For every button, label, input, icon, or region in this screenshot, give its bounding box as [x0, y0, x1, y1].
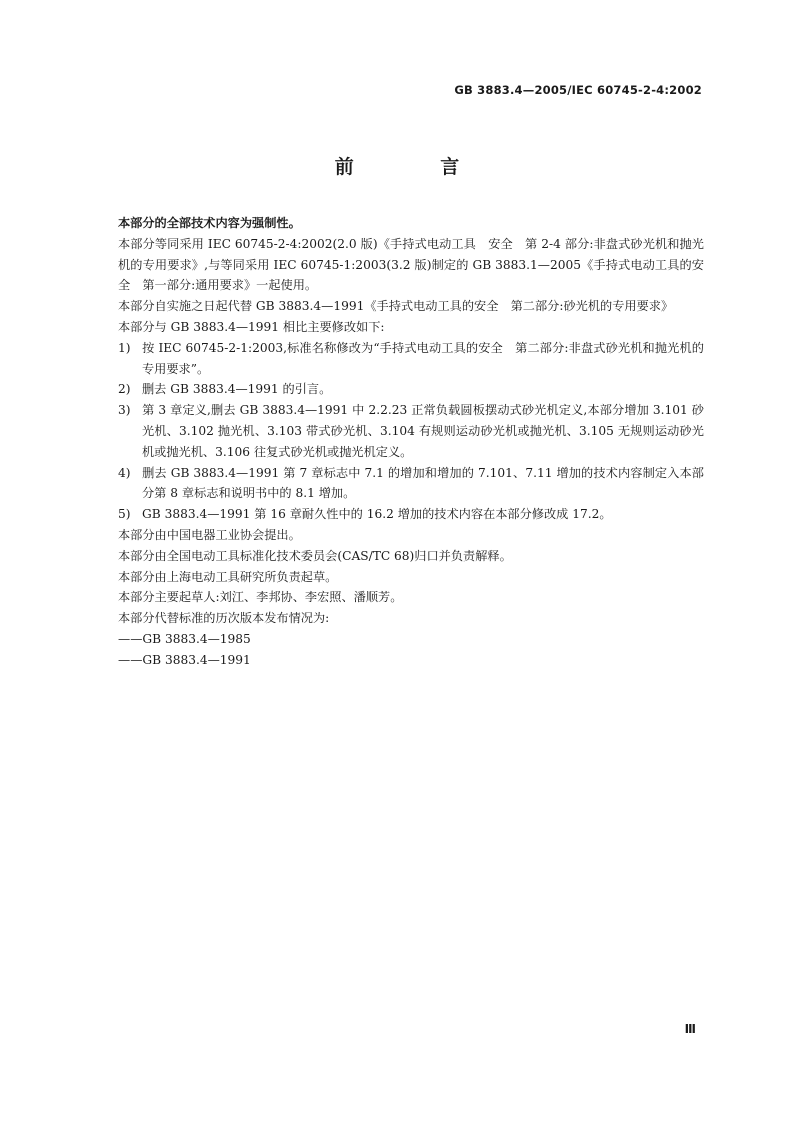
- list-item-number: 4): [118, 465, 131, 480]
- list-item-text: 删去 GB 3883.4—1991 第 7 章标志中 7.1 的增加和增加的 7.101、7.11 增加的技术内容制定入本部分第 8 章标志和说明书中的 8.1 增加。: [142, 465, 704, 501]
- paragraph-drafters: 本部分主要起草人:刘江、李邦协、李宏照、潘顺芳。: [118, 590, 403, 605]
- paragraph-adoption: 本部分等同采用 IEC 60745-2-4:2002(2.0 版)《手持式电动工具 安全 第 2-4 部分:非盘式砂光机和抛光机的专用要求》,与等同采用 IEC 60745-1:2003(3.2 版)制定的 GB 3883.1—2005《手持式电动工具的安全 第一部分:通用要求》一起使用。: [118, 236, 704, 293]
- changes-list: [118, 338, 704, 525]
- list-item-text: 第 3 章定义,删去 GB 3883.4—1991 中 2.2.23 正常负载圆板摆动式砂光机定义,本部分增加 3.101 砂光机、3.102 抛光机、3.103 带式砂光机、3.104 有规则运动砂光机或抛光机、3.105 无规则运动砂光机或抛光机、3.106 往复式砂光机或抛光机定义。: [142, 403, 704, 459]
- history-item: ——GB 3883.4—1985: [118, 631, 251, 646]
- list-item: [118, 463, 704, 505]
- page-number: Ⅲ: [684, 1022, 696, 1036]
- page-title: 前 言: [334, 156, 500, 178]
- paragraph-drafting-unit: 本部分由上海电动工具研究所负责起草。: [118, 569, 338, 584]
- paragraph-responsible: 本部分由全国电动工具标准化技术委员会(CAS/TC 68)归口并负责解释。: [118, 548, 512, 563]
- paragraph-changes-intro: 本部分与 GB 3883.4—1991 相比主要修改如下:: [118, 319, 385, 334]
- mandatory-statement: 本部分的全部技术内容为强制性。: [118, 216, 301, 230]
- history-item: ——GB 3883.4—1991: [118, 652, 251, 667]
- document-body: [118, 213, 704, 671]
- list-item-number: 2): [118, 382, 131, 397]
- standard-code: GB 3883.4—2005/IEC 60745-2-4:2002: [454, 83, 702, 97]
- paragraph-history-intro: 本部分代替标准的历次版本发布情况为:: [118, 611, 330, 626]
- paragraph-proposed: 本部分由中国电器工业协会提出。: [118, 527, 301, 542]
- list-item: [118, 338, 704, 380]
- list-item-text: 按 IEC 60745-2-1:2003,标准名称修改为“手持式电动工具的安全 第二部分:非盘式砂光机和抛光机的专用要求”。: [142, 340, 704, 376]
- list-item: [118, 504, 704, 525]
- list-item-number: 3): [118, 403, 131, 418]
- list-item-text: GB 3883.4—1991 第 16 章耐久性中的 16.2 增加的技术内容在本部分修改成 17.2。: [142, 507, 612, 522]
- paragraph-replacement: 本部分自实施之日起代替 GB 3883.4—1991《手持式电动工具的安全 第二部分:砂光机的专用要求》: [118, 299, 674, 314]
- list-item-number: 1): [118, 340, 131, 355]
- list-item: [118, 379, 704, 400]
- list-item-text: 删去 GB 3883.4—1991 的引言。: [142, 382, 332, 397]
- list-item-number: 5): [118, 507, 131, 522]
- list-item: [118, 400, 704, 462]
